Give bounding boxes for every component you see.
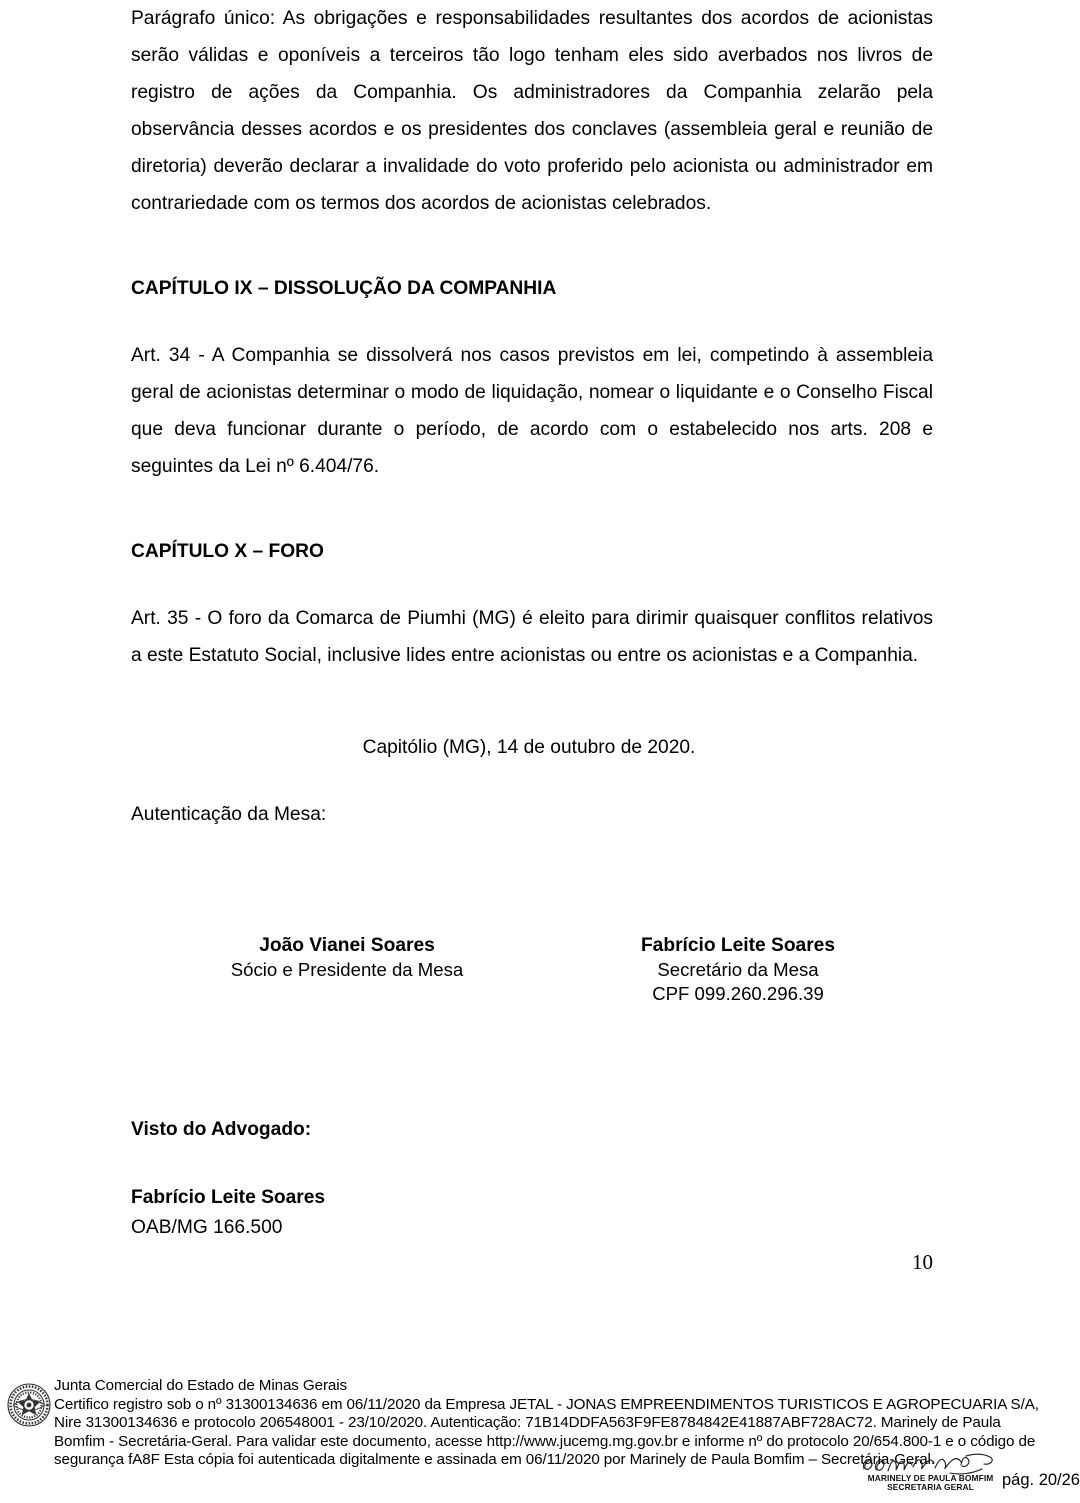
signature-row: [131, 933, 933, 1009]
paragraph-paragrafo-unico-block: [131, 0, 933, 222]
signature-block-secretario: [568, 933, 908, 1006]
signature-name: João Vianei Soares: [259, 935, 435, 956]
signature-name: Fabrício Leite Soares: [640, 935, 836, 956]
certification-line: Certifico registro sob o nº 31300134636 em 06/11/2020 da Empresa JETAL - JONAS EMPREENDIMENTOS TURISTICOS E AGROPECUARIA S/A,: [54, 1395, 1039, 1413]
spacer: [131, 247, 933, 270]
spacer: [131, 570, 933, 600]
certification-line: Junta Comercial do Estado de Minas Gerais: [54, 1377, 348, 1394]
digital-signature-stamp: [858, 1455, 1003, 1500]
stamp-name: MARINELY DE PAULA BOMFIM: [867, 1473, 994, 1483]
lawyer-visa-heading: Visto do Advogado:: [131, 1119, 312, 1140]
certification-line: Bomfim - Secretária-Geral. Para validar este documento, acesse http://www.jucemg.mg.gov.br e informe nº do protocolo 20/654.800-1 e o código de: [54, 1432, 1036, 1450]
spacer: [131, 699, 933, 729]
authentication-label: Autenticação da Mesa:: [131, 804, 327, 825]
page-number: 10: [912, 1250, 933, 1274]
lawyer-oab-number: OAB/MG 166.500: [131, 1217, 283, 1238]
spacer: [131, 1145, 933, 1183]
heading-capitulo-x: CAPÍTULO X – FORO: [131, 541, 324, 562]
signature-cpf: CPF 099.260.296.39: [652, 983, 824, 1004]
document-body: [131, 0, 933, 1243]
spacer: [131, 1009, 933, 1115]
place-and-date: Capitólio (MG), 14 de outubro de 2020.: [362, 737, 696, 758]
paragraph-paragrafo-unico: Parágrafo único: As obrigações e responsabilidades resultantes dos acordos de acionistas serão válidas e oponíveis a terceiros tão logo tenham eles sido averbados nos livros de registro de ações da Companhia. Os administradores da Companhia zelarão pela observância desses acordos e os presidentes dos conclaves (assembleia geral e reunião de diretoria) deverão declarar a invalidade do voto proferido pelo acionista ou administrador em contrariedade com os termos dos acordos de acionistas celebrados.: [131, 8, 933, 214]
paragraph-art-35: Art. 35 - O foro da Comarca de Piumhi (MG) é eleito para dirimir quaisquer conflitos relativos a este Estatuto Social, inclusive lides entre acionistas ou entre os acionistas e a Companhia.: [131, 608, 933, 666]
jucemg-seal-icon: [4, 1380, 54, 1430]
spacer: [131, 510, 933, 533]
spacer: [131, 766, 933, 796]
signature-block-presidente: [177, 933, 517, 982]
page-tag: pág. 20/26: [1002, 1471, 1080, 1489]
certification-line: Nire 31300134636 e protocolo 206548001 - 23/10/2020. Autenticação: 71B14DDFA563F9FE8784842E41887ABF728AC72. Marinely de Paula: [54, 1414, 1001, 1432]
heading-capitulo-ix: CAPÍTULO IX – DISSOLUÇÃO DA COMPANHIA: [131, 278, 557, 299]
paragraph-art-34: Art. 34 - A Companhia se dissolverá nos casos previstos em lei, competindo à assembleia geral de acionistas determinar o modo de liquidação, nomear o liquidante e o Conselho Fiscal que deva funcionar durante o período, de acordo com o estabelecido nos arts. 208 e seguintes da Lei nº 6.404/76.: [131, 345, 933, 477]
paragraph-art-35-block: [131, 600, 933, 674]
stamp-title: SECRETARIA GERAL: [887, 1482, 974, 1492]
spacer: [131, 307, 933, 337]
signature-role: Sócio e Presidente da Mesa: [230, 959, 464, 980]
signature-space: [131, 833, 933, 933]
certification-line: segurança fA8F Esta cópia foi autenticada digitalmente e assinada em 06/11/2020 por Marinely de Paula Bomfim – Secretária-Geral.: [54, 1451, 935, 1469]
paragraph-art-34-block: [131, 337, 933, 485]
lawyer-name: Fabrício Leite Soares: [131, 1187, 326, 1208]
signature-role: Secretário da Mesa: [657, 959, 819, 980]
